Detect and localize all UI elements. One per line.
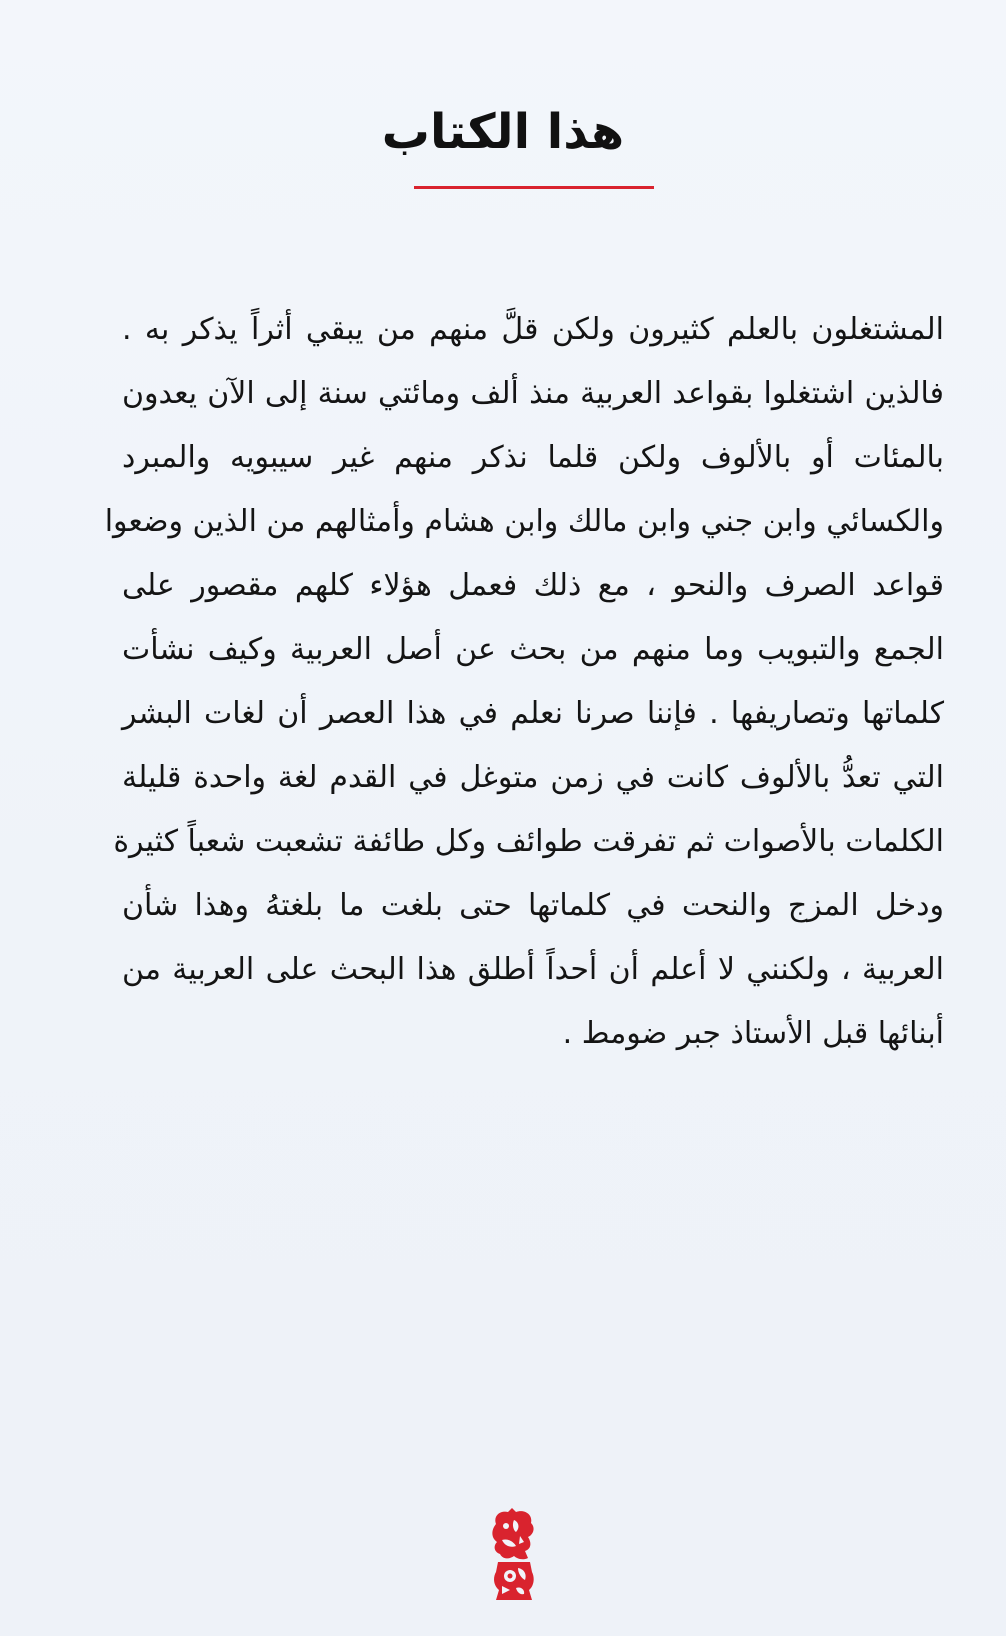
text-line: قواعد الصرف والنحو ، مع ذلك فعمل هؤلاء كلهم مقصور على <box>122 568 944 603</box>
publisher-seal-icon <box>486 1506 542 1604</box>
text-line: أبنائها قبل الأستاذ جبر ضومط . <box>562 1016 944 1051</box>
text-line: المشتغلون بالعلم كثيرون ولكن قلَّ منهم من يبقي أثراً يذكر به . <box>122 312 944 347</box>
text-line: كلماتها وتصاريفها . فإننا صرنا نعلم في هذا العصر أن لغات البشر <box>122 696 944 731</box>
title-divider <box>414 186 654 189</box>
text-line: بالمئات أو بالألوف ولكن قلما نذكر منهم غير سيبويه والمبرد <box>122 440 944 475</box>
text-line: فالذين اشتغلوا بقواعد العربية منذ ألف ومائتي سنة إلى الآن يعدون <box>122 376 944 411</box>
text-line: الكلمات بالأصوات ثم تفرقت طوائف وكل طائفة تشعبت شعباً كثيرة <box>113 824 944 859</box>
text-line: والكسائي وابن جني وابن مالك وابن هشام وأمثالهم من الذين وضعوا <box>104 504 944 539</box>
text-line: التي تعدُّ بالألوف كانت في زمن متوغل في القدم لغة واحدة قليلة <box>122 760 944 795</box>
text-line: العربية ، ولكنني لا أعلم أن أحداً أطلق هذا البحث على العربية من <box>122 952 944 987</box>
page-title: هذا الكتاب <box>381 104 625 160</box>
text-line: الجمع والتبويب وما منهم من بحث عن أصل العربية وكيف نشأت <box>122 632 944 667</box>
text-line: ودخل المزج والنحت في كلماتها حتى بلغت ما بلغتهُ وهذا شأن <box>122 888 944 923</box>
blurb-text <box>104 298 944 1066</box>
